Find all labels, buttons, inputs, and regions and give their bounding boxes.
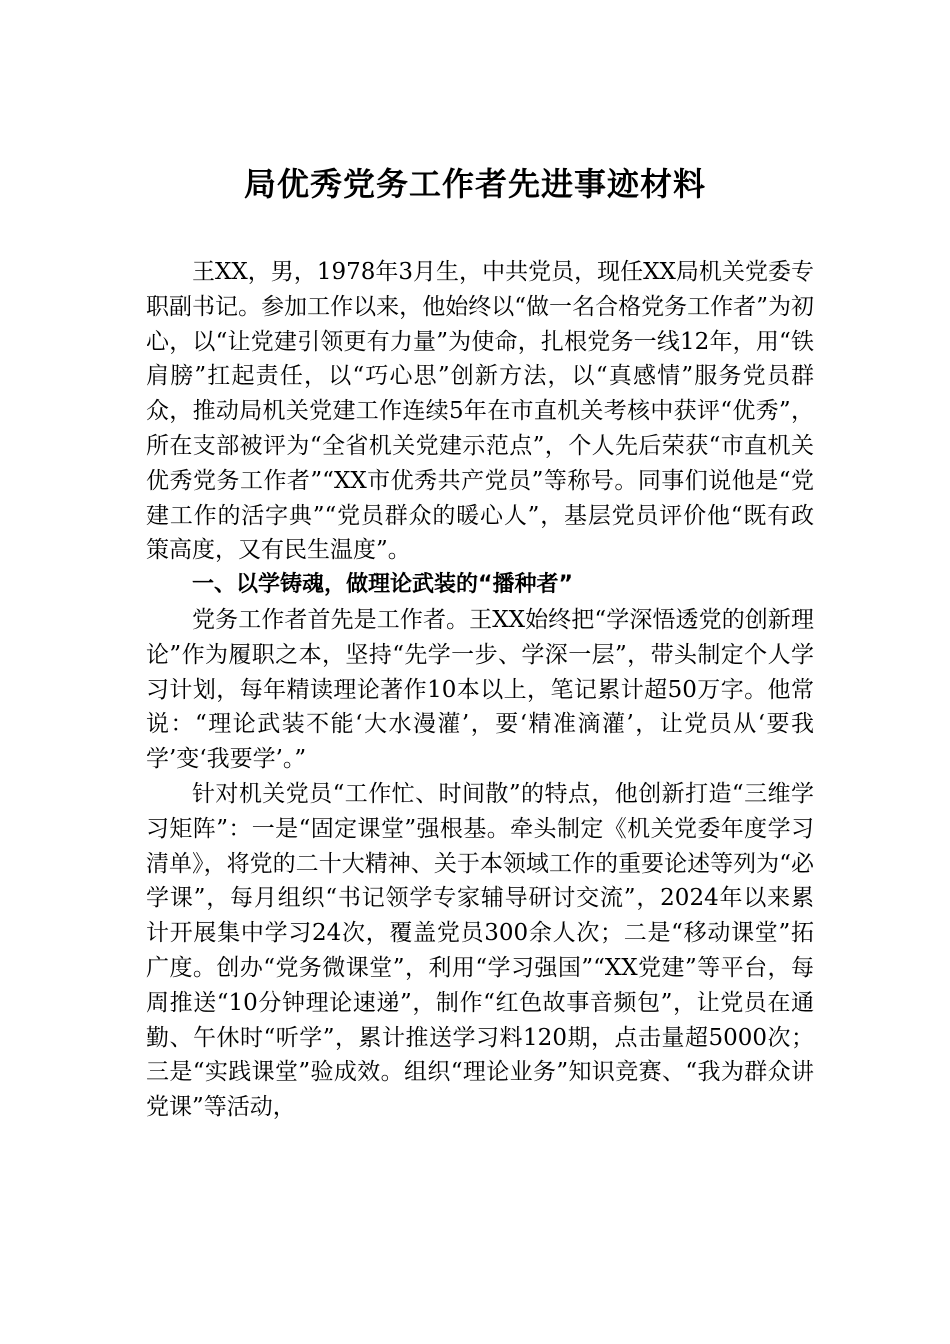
document-title: 局优秀党务工作者先进事迹材料 bbox=[243, 165, 706, 203]
section-paragraph-2: 针对机关党员“工作忙、时间散”的特点，他创新打造“三维学习矩阵”：一是“固定课堂”强根基。牵头制定《机关党委年度学习清单》，将党的二十大精神、关于本领域工作的重要论述等列为“必学课”，每月组织“书记领学专家辅导研讨交流”，2024年以来累计开展集中学习24次，覆盖党员300余人次；二是“移动课堂”拓广度。创办“党务微课堂”，利用“学习强国”“XX党建”等平台，每周推送“10分钟理论速递”，制作“红色故事音频包”，让党员在通勤、午休时“听学”，累计推送学习料120期，点击量超5000次； 三是“实践课堂”验成效。组织“理论业务”知识竞赛、“我为群众讲党课”等活动， bbox=[146, 780, 814, 1121]
intro-paragraph: 王XX，男，1978年3月生，中共党员，现任XX局机关党委专职副书记。参加工作以来，他始终以“做一名合格党务工作者”为初心，以“让党建引领更有力量”为使命，扎根党务一线12年，用“铁肩膀”扛起责任，以“巧心思”创新方法，以“真感情”服务党员群众，推动局机关党建工作连续5年在市直机关考核中获评“优秀”，所在支部被评为“全省机关党建示范点”，个人先后荣获“市直机关优秀党务工作者”“XX市优秀共产党员”等称号。同事们说他是“党建工作的活字典”“党员群众的暖心人”，基层党员评价他“既有政策高度，又有民生温度”。 bbox=[146, 259, 814, 564]
section-paragraph-1: 党务工作者首先是工作者。王XX始终把“学深悟透党的创新理论”作为履职之本，坚持“先学一步、学深一层”，带头制定个人学习计划，每年精读理论著作10本以上，笔记累计超50万字。他常说：“理论武装不能‘大水漫灌’，要‘精准滴灌’，让党员从‘要我学’变‘我要学’。” bbox=[146, 606, 814, 773]
document-body bbox=[146, 255, 814, 1125]
section-heading: 一、以学铸魂，做理论武装的“播种者” bbox=[192, 572, 573, 598]
